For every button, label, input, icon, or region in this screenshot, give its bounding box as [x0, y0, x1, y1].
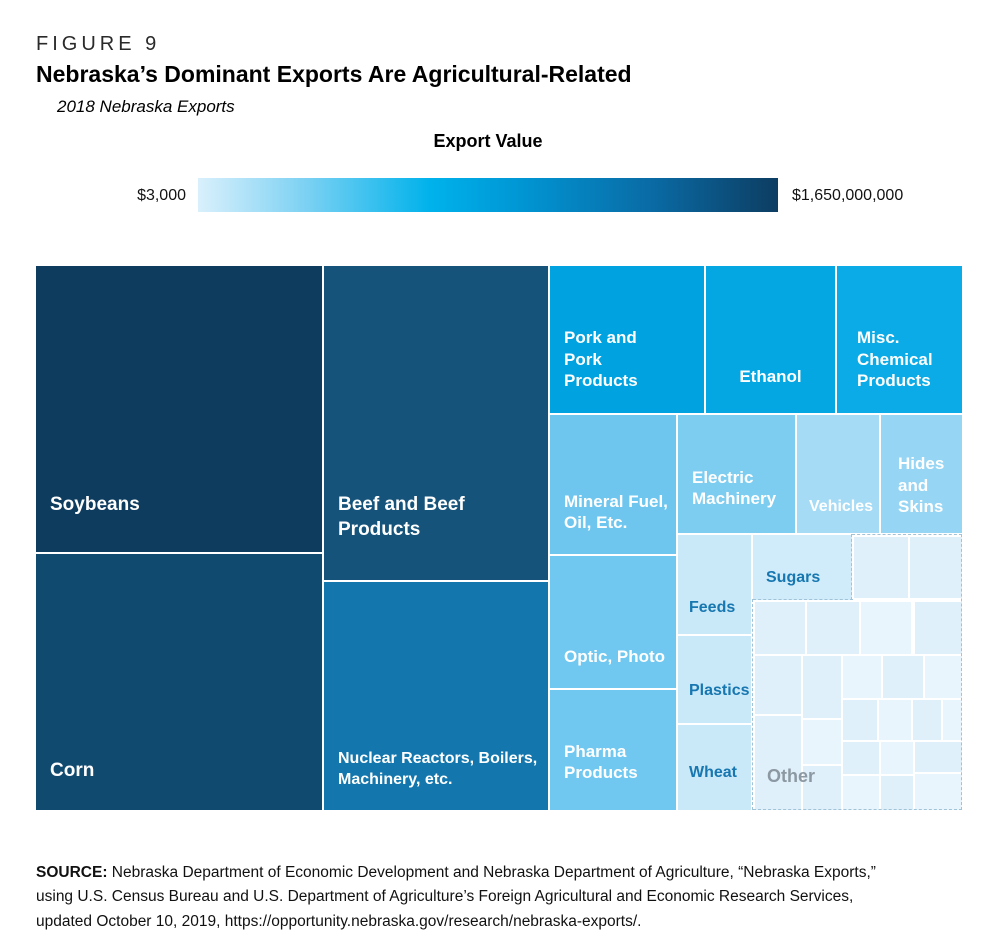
treemap-other-mosaic-cell — [881, 742, 913, 774]
treemap-cell-label-corn: Corn — [50, 759, 95, 781]
treemap-other-dashed-border — [753, 809, 962, 810]
treemap-other-dashed-border — [852, 534, 962, 535]
figure-number: FIGURE 9 — [36, 33, 161, 55]
treemap-cell-label-feeds: Feeds — [689, 598, 736, 616]
source-prefix: SOURCE: — [36, 863, 108, 881]
treemap-cell-hides-and-skins — [881, 415, 962, 533]
treemap-cell-label-wheat: Wheat — [689, 763, 737, 781]
treemap-cell-label-pork-and-pork-products: Pork and Pork Products — [564, 327, 638, 391]
treemap-other-mosaic-cell — [807, 602, 859, 654]
treemap-other-mosaic-cell — [843, 656, 881, 698]
treemap-other-mosaic-cell — [755, 716, 801, 810]
treemap-other-mosaic-cell — [843, 742, 879, 774]
treemap-other-mosaic-cell — [879, 700, 911, 740]
treemap-other-mosaic-cell — [915, 602, 962, 654]
treemap-other-dashed-border — [752, 599, 753, 810]
treemap-cell-label-beef-and-beef-products: Beef and Beef Products — [338, 494, 465, 540]
treemap-other-mosaic-cell — [755, 602, 805, 654]
treemap-cell-corn — [36, 554, 322, 810]
treemap-other-mosaic-cell — [913, 700, 941, 740]
treemap-cell-label-hides-and-skins: Hides and Skins — [898, 453, 945, 517]
treemap-cell-label-mineral-fuel-oil: Mineral Fuel, Oil, Etc. — [564, 491, 668, 533]
treemap-other-mosaic-cell — [943, 700, 962, 740]
treemap-other-mosaic-cell — [881, 776, 913, 810]
treemap-cell-label-plastics: Plastics — [689, 681, 750, 699]
treemap-other-mosaic-cell — [883, 656, 923, 698]
treemap-other-mosaic-cell — [755, 656, 801, 714]
legend-min-value: $3,000 — [137, 187, 186, 204]
treemap-other-mosaic-cell — [861, 602, 911, 654]
treemap-cell-beef-and-beef-products — [324, 266, 548, 580]
treemap-cell-label-pharma-products: Pharma Products — [564, 741, 638, 783]
treemap-cell-soybeans — [36, 266, 322, 552]
treemap-other-dashed-border — [851, 534, 852, 600]
source-text: Nebraska Department of Economic Development and Nebraska Department of Agriculture, “Nebraska Exports,” using U.S. Census Bureau and U.S. Department of Agriculture’s Foreign Agricultural and Economic Research Services, updated October 10, 2019, https://opportunity.nebraska.gov/research/nebraska-exports/. — [36, 863, 876, 930]
treemap-cell-label-optic-photo: Optic, Photo — [564, 647, 666, 667]
treemap-cell-vehicles — [797, 415, 879, 533]
treemap-cell-label-vehicles: Vehicles — [809, 497, 874, 515]
treemap-other-dashed-border — [961, 534, 962, 810]
treemap-cell-label-soybeans: Soybeans — [50, 493, 140, 515]
treemap-cell-misc-chemical-products — [837, 266, 962, 413]
treemap-other-mosaic-cell — [843, 776, 879, 810]
treemap-cell-mineral-fuel-oil — [550, 415, 676, 554]
treemap-cell-nuclear-reactors-boilers-machinery — [324, 582, 548, 810]
legend-title: Export Value — [433, 131, 543, 151]
treemap-cell-label-sugars: Sugars — [766, 568, 821, 586]
legend-max-value: $1,650,000,000 — [792, 187, 904, 204]
treemap-cell-label-other: Other — [767, 766, 816, 786]
treemap-cell-electric-machinery — [678, 415, 795, 533]
treemap-cell-ethanol — [706, 266, 835, 413]
treemap-cell-label-nuclear-reactors-boilers-machinery: Nuclear Reactors, Boilers, Machinery, etc. — [338, 750, 538, 788]
treemap-other-mosaic-cell — [843, 700, 877, 740]
treemap-other-mosaic-cell — [915, 742, 962, 772]
treemap-cell-label-ethanol: Ethanol — [739, 367, 802, 387]
treemap-cell-optic-photo — [550, 556, 676, 688]
treemap-other-mosaic-cell — [803, 720, 841, 764]
treemap-cell-wheat — [678, 725, 751, 810]
treemap-cell-sugars — [753, 535, 852, 600]
chart-title: Nebraska’s Dominant Exports Are Agricultural-Related — [36, 61, 632, 87]
treemap-other-mosaic-cell — [854, 537, 908, 598]
color-scale-gradient-bar — [198, 178, 778, 212]
treemap-other-mosaic-cell — [910, 537, 962, 598]
treemap-cell-label-misc-chemical-products: Misc. Chemical Products — [857, 327, 933, 391]
treemap — [36, 266, 962, 810]
treemap-cell-pharma-products — [550, 690, 676, 810]
chart-subtitle: 2018 Nebraska Exports — [57, 97, 235, 116]
source-note — [36, 861, 986, 935]
treemap-other-mosaic-cell — [915, 774, 962, 810]
treemap-cell-feeds — [678, 535, 751, 634]
treemap-cell-pork-and-pork-products — [550, 266, 704, 413]
treemap-other-dashed-border — [753, 599, 853, 600]
treemap-cell-label-electric-machinery: Electric Machinery — [692, 467, 777, 509]
treemap-other-mosaic-cell — [925, 656, 962, 698]
treemap-other-mosaic-cell — [803, 656, 841, 718]
treemap-cell-plastics — [678, 636, 751, 723]
